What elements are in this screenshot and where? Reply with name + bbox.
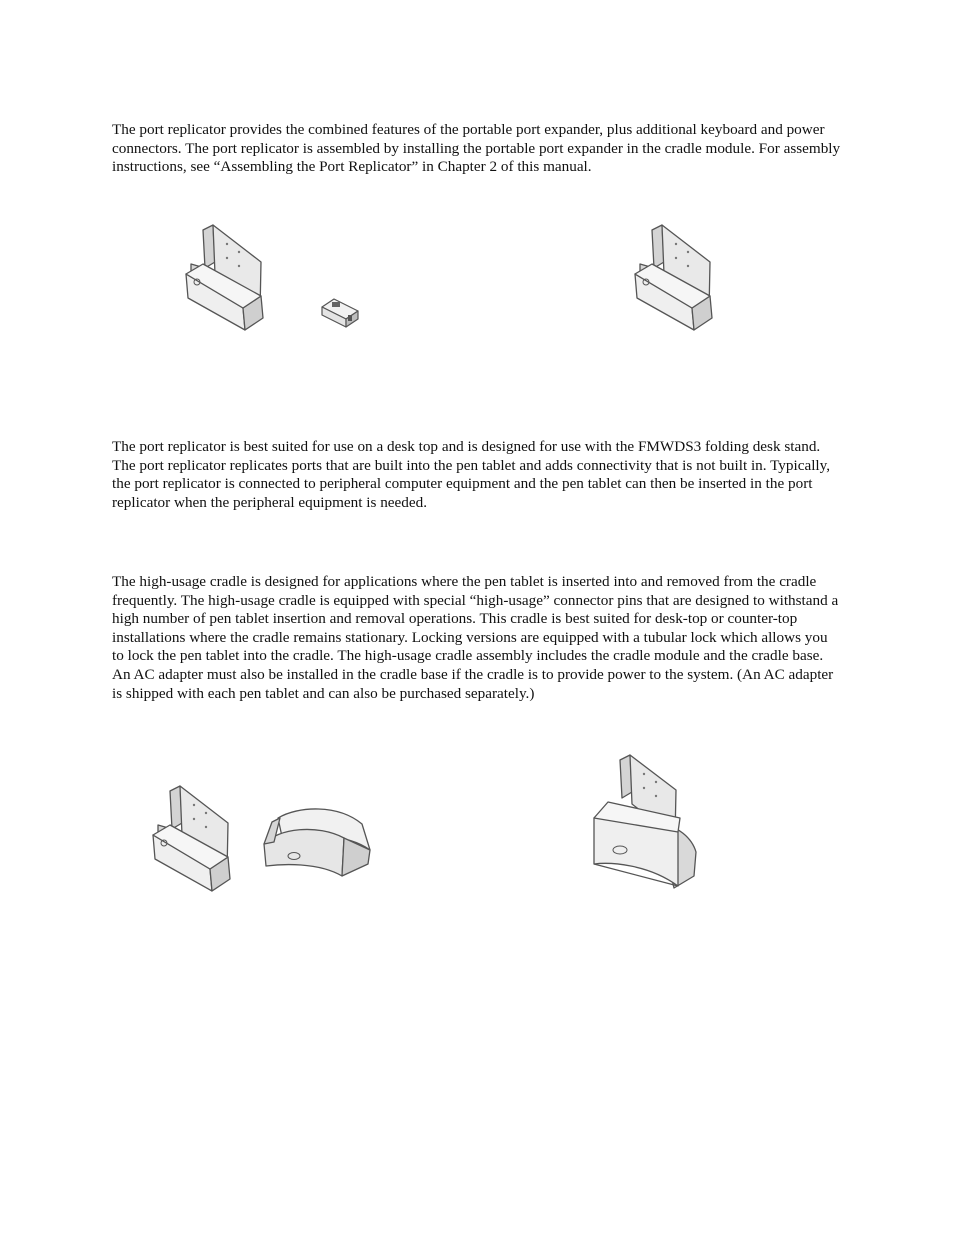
paragraph-port-replicator-intro: The port replicator provides the combined features of the portable port expander, plus additional keyboard and power connectors. The port replicator is assembled by installing the portable port expander in the cradle module. For assembly instructions, see “Assembling the Port Replicator” in Chapter 2 of this manual.	[112, 121, 841, 176]
paragraph-high-usage-cradle: The high-usage cradle is designed for applications where the pen tablet is inserted into and removed from the cradle frequently. The high-usage cradle is equipped with special “high-usage” connector pins that are designed to withstand a high number of pen tablet insertion and removal operations. This cradle is best suited for desk-top or counter-top installations where the cradle remains stationary. Locking versions are equipped with a tubular lock which allows you to lock the pen tablet into the cradle. The high-usage cradle assembly includes the cradle module and the cradle base. An AC adapter must also be installed in the cradle base if the cradle is to provide power to the system. (An AC adapter is shipped with each pen tablet and can also be purchased separately.)	[112, 573, 839, 702]
high-usage-cradle-assembly-illustration	[588, 752, 700, 894]
cradle-module-illustration-2	[150, 783, 232, 895]
cradle-base-illustration	[258, 804, 374, 888]
portable-port-expander-illustration	[318, 293, 362, 329]
cradle-module-illustration	[183, 222, 265, 334]
port-replicator-illustration	[632, 222, 714, 334]
paragraph-port-replicator-usage: The port replicator is best suited for use on a desk top and is designed for use with the FMWDS3 folding desk stand. The port replicator replicates ports that are built into the pen tablet and adds connectivity that is not built in. Typically, the port replicator is connected to peripheral computer equipment and the pen tablet can then be inserted in the port replicator when the peripheral equipment is needed.	[112, 438, 831, 511]
